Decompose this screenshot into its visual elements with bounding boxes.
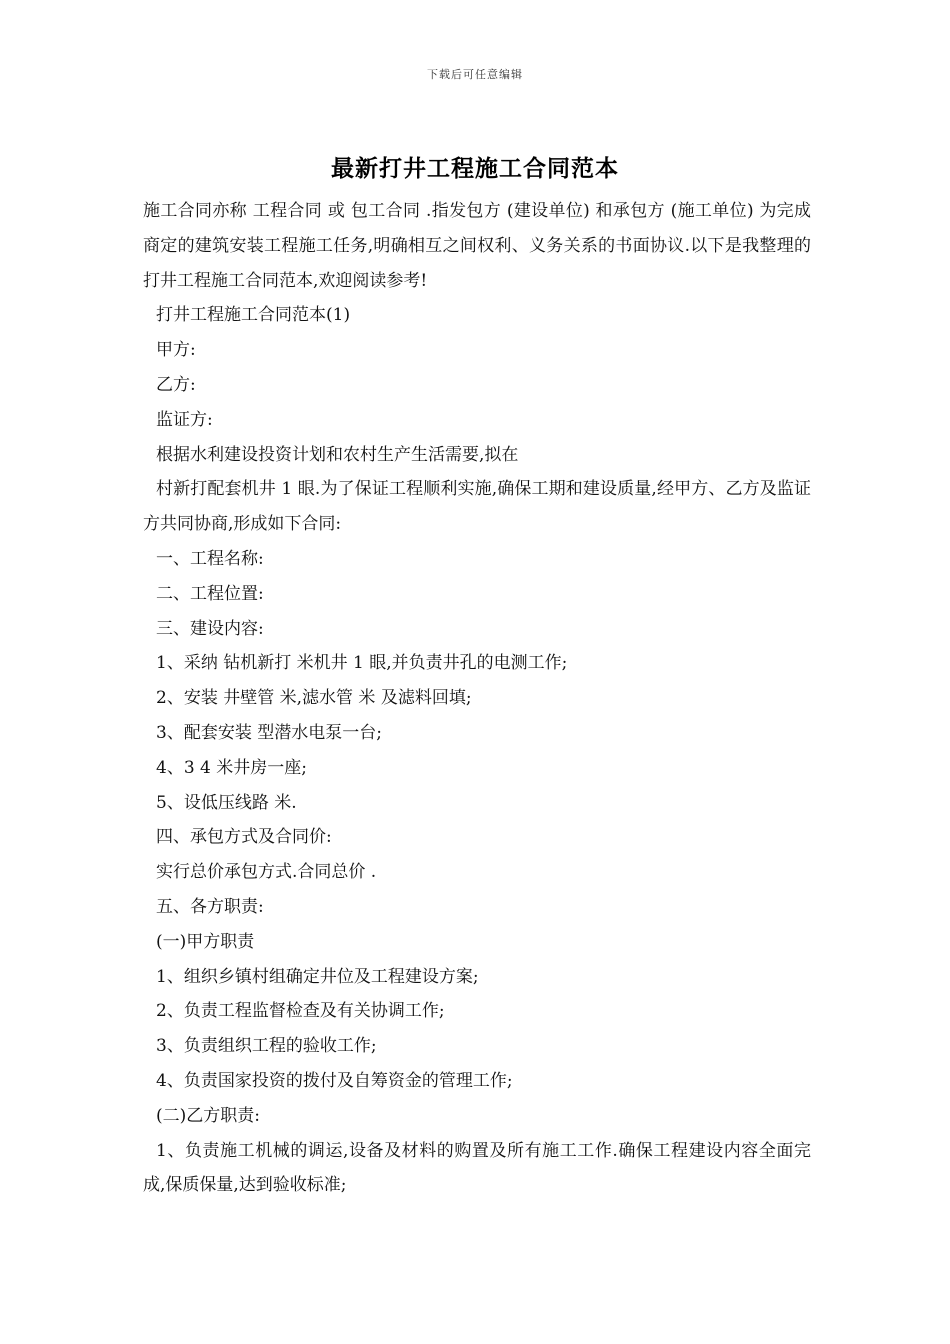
contract-method-text: 实行总价承包方式.合同总价 . [156,862,377,883]
content-item-2: 2、安装 井壁管 米,滤水管 米 及滤料回填; [156,688,472,709]
section-responsibilities: 五、各方职责: [156,896,264,917]
party-a-duty-2: 2、负责工程监督检查及有关协调工作; [156,1001,445,1022]
content-item-5: 5、设低压线路 米. [156,792,297,813]
party-a-duty-1: 1、组织乡镇村组确定井位及工程建设方案; [156,966,479,987]
content-item-3: 3、配套安装 型潜水电泵一台; [156,722,382,743]
party-a-duty-3: 3、负责组织工程的验收工作; [156,1036,377,1057]
party-a-duty-4: 4、负责国家投资的拨付及自筹资金的管理工作; [156,1070,513,1091]
section-project-name: 一、工程名称: [156,548,264,569]
party-b-responsibilities-heading: (二)乙方职责: [156,1105,260,1126]
content-item-4: 4、3 4 米井房一座; [156,757,307,778]
party-b-duty-1: 1、负责施工机械的调运,设备及材料的购置及所有施工工作.确保工程建设内容全面完成,保质保量,达到验收标准; [143,1140,811,1196]
content-item-1: 1、采纳 钻机新打 米机井 1 眼,并负责井孔的电测工作; [156,653,568,674]
party-b-line: 乙方: [156,374,196,395]
purpose-paragraph: 村新打配套机井 1 眼.为了保证工程顺利实施,确保工期和建设质量,经甲方、乙方及监证方共同协商,形成如下合同: [143,479,811,535]
section-construction-content: 三、建设内容: [156,618,264,639]
basis-paragraph: 根据水利建设投资计划和农村生产生活需要,拟在 [156,444,519,465]
party-a-responsibilities-heading: (一)甲方职责 [156,931,255,952]
section-project-location: 二、工程位置: [156,583,264,604]
contract-heading: 打井工程施工合同范本(1) [156,305,351,326]
section-contract-method: 四、承包方式及合同价: [156,827,332,848]
document-body [143,194,811,1203]
document-title: 最新打井工程施工合同范本 [331,155,619,182]
supervisor-line: 监证方: [156,409,213,430]
party-a-line: 甲方: [156,340,196,361]
page-header-note: 下载后可任意编辑 [427,68,523,81]
intro-paragraph: 施工合同亦称 工程合同 或 包工合同 .指发包方 (建设单位) 和承包方 (施工单位) 为完成商定的建筑安装工程施工任务,明确相互之间权利、义务关系的书面协议.以下是我整理的打井工程施工合同范本,欢迎阅读参考! [143,201,811,291]
